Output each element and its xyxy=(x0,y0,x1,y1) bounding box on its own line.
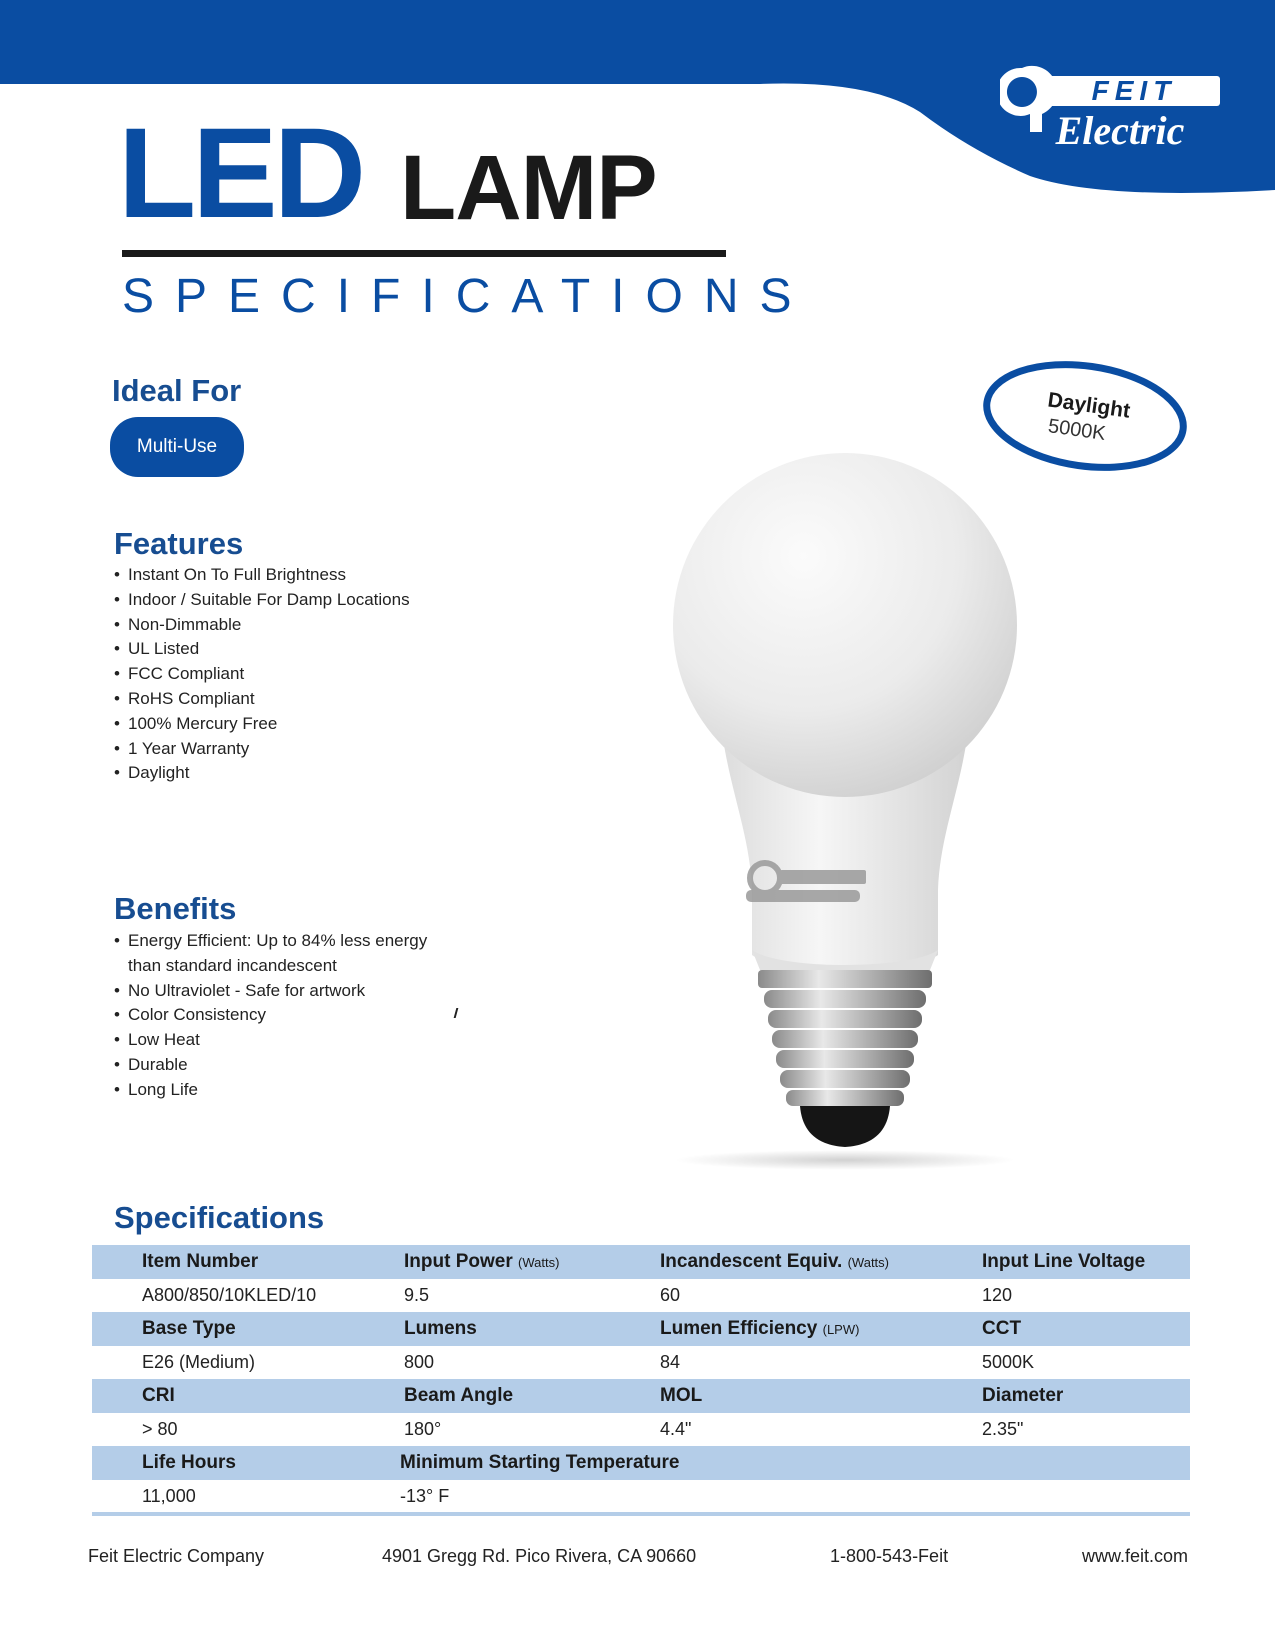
title-divider xyxy=(122,250,726,257)
spec-value: 84 xyxy=(660,1351,681,1372)
svg-text:Electric: Electric xyxy=(1055,108,1185,153)
spec-label: Item Number xyxy=(142,1251,259,1272)
list-item: • Instant On To Full Brightness xyxy=(114,565,346,584)
spec-label: Life Hours xyxy=(142,1452,236,1473)
list-item: • Long Life xyxy=(114,1079,198,1099)
spec-value: 800 xyxy=(404,1351,435,1372)
table-header-row xyxy=(92,1312,1190,1346)
list-item: than standard incandescent xyxy=(128,955,337,975)
spec-label: CRI xyxy=(142,1385,175,1406)
spec-label: Diameter xyxy=(982,1385,1064,1406)
table-bottom-rule xyxy=(92,1512,1190,1516)
spec-value: > 80 xyxy=(142,1418,178,1439)
spec-value: 9.5 xyxy=(404,1284,430,1305)
title-led: LED xyxy=(118,102,362,245)
spec-value: 2.35" xyxy=(982,1418,1024,1439)
spec-value: A800/850/10KLED/10 xyxy=(142,1284,317,1305)
list-item: • Indoor / Suitable For Damp Locations xyxy=(114,589,410,609)
list-item: • FCC Compliant xyxy=(114,664,245,684)
list-item: • No Ultraviolet - Safe for artwork xyxy=(114,980,366,1000)
benefits-list xyxy=(114,929,427,1103)
footer-phone: 1-800-543-Feit xyxy=(830,1546,949,1566)
spec-value: 120 xyxy=(982,1284,1013,1305)
spec-label: Beam Angle xyxy=(404,1385,514,1406)
table-header-row xyxy=(92,1245,1190,1279)
spec-label: CCT xyxy=(982,1318,1022,1339)
svg-text:FEIT: FEIT xyxy=(1091,75,1177,106)
table-row xyxy=(92,1279,1190,1313)
ideal-for-pill: Multi-Use xyxy=(110,417,244,477)
spec-label: MOL xyxy=(660,1385,703,1406)
list-item: • UL Listed xyxy=(114,639,200,659)
table-row xyxy=(92,1413,1190,1447)
table-row xyxy=(92,1480,1190,1514)
spec-label: Lumens xyxy=(404,1318,477,1339)
badge-line2: 5000K xyxy=(1046,415,1108,445)
spec-label: Lumen Efficiency (LPW) xyxy=(660,1318,860,1339)
spec-label: Input Power (Watts) xyxy=(404,1251,560,1272)
features-list xyxy=(114,563,410,786)
spec-label: Base Type xyxy=(142,1318,236,1339)
badge-line1: Daylight xyxy=(1046,388,1132,423)
title-lamp: LAMP xyxy=(400,137,657,239)
specifications-heading: Specifications xyxy=(114,1200,325,1235)
list-item: • Durable xyxy=(114,1054,188,1074)
spec-value: E26 (Medium) xyxy=(142,1351,256,1372)
spec-table xyxy=(92,1245,1190,1513)
spec-label: Minimum Starting Temperature xyxy=(400,1452,680,1473)
spec-value: 180° xyxy=(404,1418,442,1439)
list-item: • Energy Efficient: Up to 84% less energy xyxy=(114,931,428,950)
footer-address: 4901 Gregg Rd. Pico Rivera, CA 90660 xyxy=(382,1546,697,1566)
title-specifications: SPECIFICATIONS xyxy=(122,270,813,323)
spec-value: 5000K xyxy=(982,1351,1035,1372)
list-item: • RoHS Compliant xyxy=(114,688,255,708)
list-item: • 100% Mercury Free xyxy=(114,713,278,733)
spec-label: Incandescent Equiv. (Watts) xyxy=(660,1251,889,1272)
list-item: • Color Consistency xyxy=(114,1005,266,1025)
spec-label: Input Line Voltage xyxy=(982,1251,1146,1272)
list-item: • Non-Dimmable xyxy=(114,614,242,634)
spec-value: 60 xyxy=(660,1284,681,1305)
led-bulb-image xyxy=(630,450,1050,1170)
table-header-row xyxy=(92,1379,1190,1413)
list-item: • 1 Year Warranty xyxy=(114,738,250,758)
table-header-row xyxy=(92,1446,1190,1480)
footer-website[interactable]: www.feit.com xyxy=(1082,1546,1189,1566)
spec-value: 4.4" xyxy=(660,1418,692,1439)
footer-company: Feit Electric Company xyxy=(88,1546,265,1566)
features-heading: Features xyxy=(114,526,244,561)
feit-electric-logo xyxy=(1000,62,1230,162)
spec-value: 11,000 xyxy=(142,1485,196,1506)
table-row xyxy=(92,1346,1190,1380)
list-item: • Low Heat xyxy=(114,1030,200,1050)
benefits-heading: Benefits xyxy=(114,891,237,926)
list-item: • Daylight xyxy=(114,763,190,783)
stray-mark xyxy=(454,1008,459,1018)
ideal-for-heading: Ideal For xyxy=(112,373,242,408)
spec-value: -13° F xyxy=(400,1485,450,1506)
